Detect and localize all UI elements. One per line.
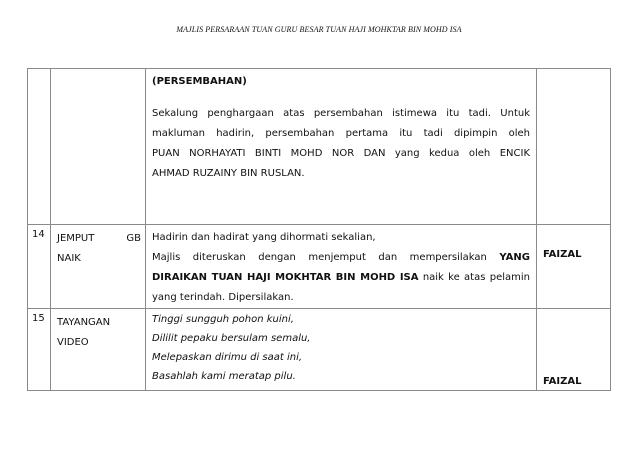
poem-cell — [146, 309, 537, 391]
script-line: AHMAD RUZAINY BIN RUSLAN. — [152, 168, 305, 179]
emphasis-text: DIRAIKAN TUAN HAJI MOKHTAR BIN MOHD ISA — [152, 272, 419, 283]
table-row — [28, 309, 611, 391]
poem-line: Tinggi sungguh pohon kuini, — [152, 314, 294, 325]
activity-word: JEMPUT — [57, 233, 95, 244]
person-in-charge: FAIZAL — [543, 249, 582, 260]
activity-cell — [51, 69, 146, 225]
number-cell — [28, 69, 51, 225]
number-cell: 14 — [28, 225, 51, 309]
poem-line: Melepaskan dirimu di saat ini, — [152, 352, 303, 363]
script-line: makluman hadirin, persembahan pertama itu tadi dipimpin oleh — [152, 128, 530, 139]
pic-cell — [537, 225, 611, 309]
script-line: yang terindah. Dipersilakan. — [152, 292, 294, 303]
activity-word: GB — [126, 233, 141, 244]
person-in-charge: FAIZAL — [543, 376, 582, 387]
script-line: PUAN NORHAYATI BINTI MOHD NOR DAN yang kedua oleh ENCIK — [152, 148, 530, 159]
section-heading: (PERSEMBAHAN) — [152, 76, 247, 87]
document-header: MAJLIS PERSARAAN TUAN GURU BESAR TUAN HAJI MOHKTAR BIN MOHD ISA — [176, 25, 462, 34]
pic-cell — [537, 69, 611, 225]
script-line: DIRAIKAN TUAN HAJI MOKHTAR BIN MOHD ISA naik ke atas pelamin — [152, 272, 530, 283]
activity-cell — [51, 225, 146, 309]
script-line: Majlis diteruskan dengan menjemput dan mempersilakan YANG — [152, 252, 530, 263]
table-row — [28, 225, 611, 309]
table-row — [28, 69, 611, 225]
activity-word: VIDEO — [57, 337, 89, 348]
script-line: Sekalung penghargaan atas persembahan istimewa itu tadi. Untuk — [152, 108, 530, 119]
poem-line: Dililit pepaku bersulam semalu, — [152, 333, 311, 344]
activity-cell — [51, 309, 146, 391]
program-table — [27, 68, 611, 391]
script-line: Hadirin dan hadirat yang dihormati sekalian, — [152, 232, 376, 243]
poem-line: Basahlah kami meratap pilu. — [152, 371, 296, 382]
activity-word: NAIK — [57, 253, 81, 264]
activity-word: TAYANGAN — [57, 317, 111, 328]
script-cell — [146, 225, 537, 309]
pic-cell — [537, 309, 611, 391]
number-cell: 15 — [28, 309, 51, 391]
emphasis-text: YANG — [499, 252, 530, 263]
script-cell — [146, 69, 537, 225]
